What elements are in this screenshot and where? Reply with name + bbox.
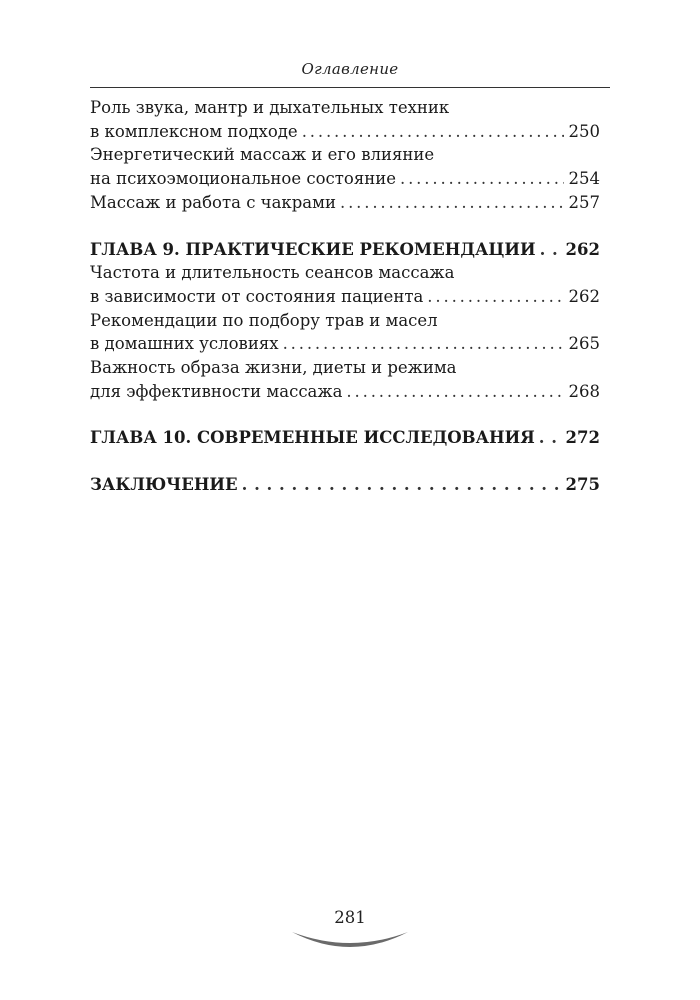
toc-entry-title-line1: Важность образа жизни, диеты и режима (90, 358, 457, 378)
dot-leader (400, 167, 564, 191)
footer-swoosh-ornament (290, 928, 410, 958)
dot-leader (539, 426, 561, 450)
dot-leader (242, 473, 561, 497)
dot-leader (283, 332, 564, 356)
toc-entry-title-line1: Энергетический массаж и его влияние (90, 145, 435, 165)
running-header-title: Оглавление (301, 60, 399, 78)
dot-leader (427, 285, 563, 309)
toc-entry[interactable] (90, 143, 600, 190)
toc-conclusion[interactable] (90, 473, 600, 497)
chapter-title: ГЛАВА 9. ПРАКТИЧЕСКИЕ РЕКОМЕНДАЦИИ (90, 239, 536, 259)
toc-entry-page: 250 (568, 121, 600, 141)
page-number: 281 (334, 908, 366, 927)
header-rule (90, 87, 610, 88)
chapter-page: 262 (565, 239, 600, 259)
toc-entry-page: 262 (568, 286, 600, 306)
toc-entry-page: 265 (568, 334, 600, 354)
dot-leader (302, 120, 564, 144)
conclusion-title: ЗАКЛЮЧЕНИЕ (90, 475, 238, 495)
toc-entry-title-line1: Частота и длительность сеансов массажа (90, 263, 455, 283)
toc-entry-title-line2: на психоэмоциональное состояние (90, 169, 396, 189)
toc-entry-title-line2: в комплексном подходе (90, 121, 298, 141)
toc-entry[interactable] (90, 191, 600, 215)
chapter-page: 272 (565, 428, 600, 448)
toc-entry[interactable] (90, 309, 600, 356)
toc-entry-title-line2: для эффективности массажа (90, 381, 343, 401)
toc-entry-page: 268 (568, 381, 600, 401)
toc-entry[interactable] (90, 356, 600, 403)
toc-entry[interactable] (90, 261, 600, 308)
toc-entry-page: 254 (568, 169, 600, 189)
toc-entry-page: 257 (568, 192, 600, 212)
toc-entry-title-line1: Роль звука, мантр и дыхательных техник (90, 98, 450, 117)
table-of-contents (90, 96, 600, 497)
toc-chapter-9[interactable] (90, 238, 600, 262)
conclusion-page: 275 (565, 475, 600, 495)
toc-entry-title: Массаж и работа с чакрами (90, 192, 336, 212)
toc-chapter-10[interactable] (90, 426, 600, 450)
dot-leader (346, 380, 563, 404)
dot-leader (340, 191, 564, 215)
toc-entry-title-line2: в зависимости от состояния пациента (90, 286, 424, 306)
dot-leader (540, 238, 561, 262)
chapter-title: ГЛАВА 10. СОВРЕМЕННЫЕ ИССЛЕДОВАНИЯ (90, 428, 535, 448)
toc-entry-title-line1: Рекомендации по подбору трав и масел (90, 310, 438, 330)
toc-entry[interactable] (90, 96, 600, 143)
toc-entry-title-line2: в домашних условиях (90, 334, 279, 354)
